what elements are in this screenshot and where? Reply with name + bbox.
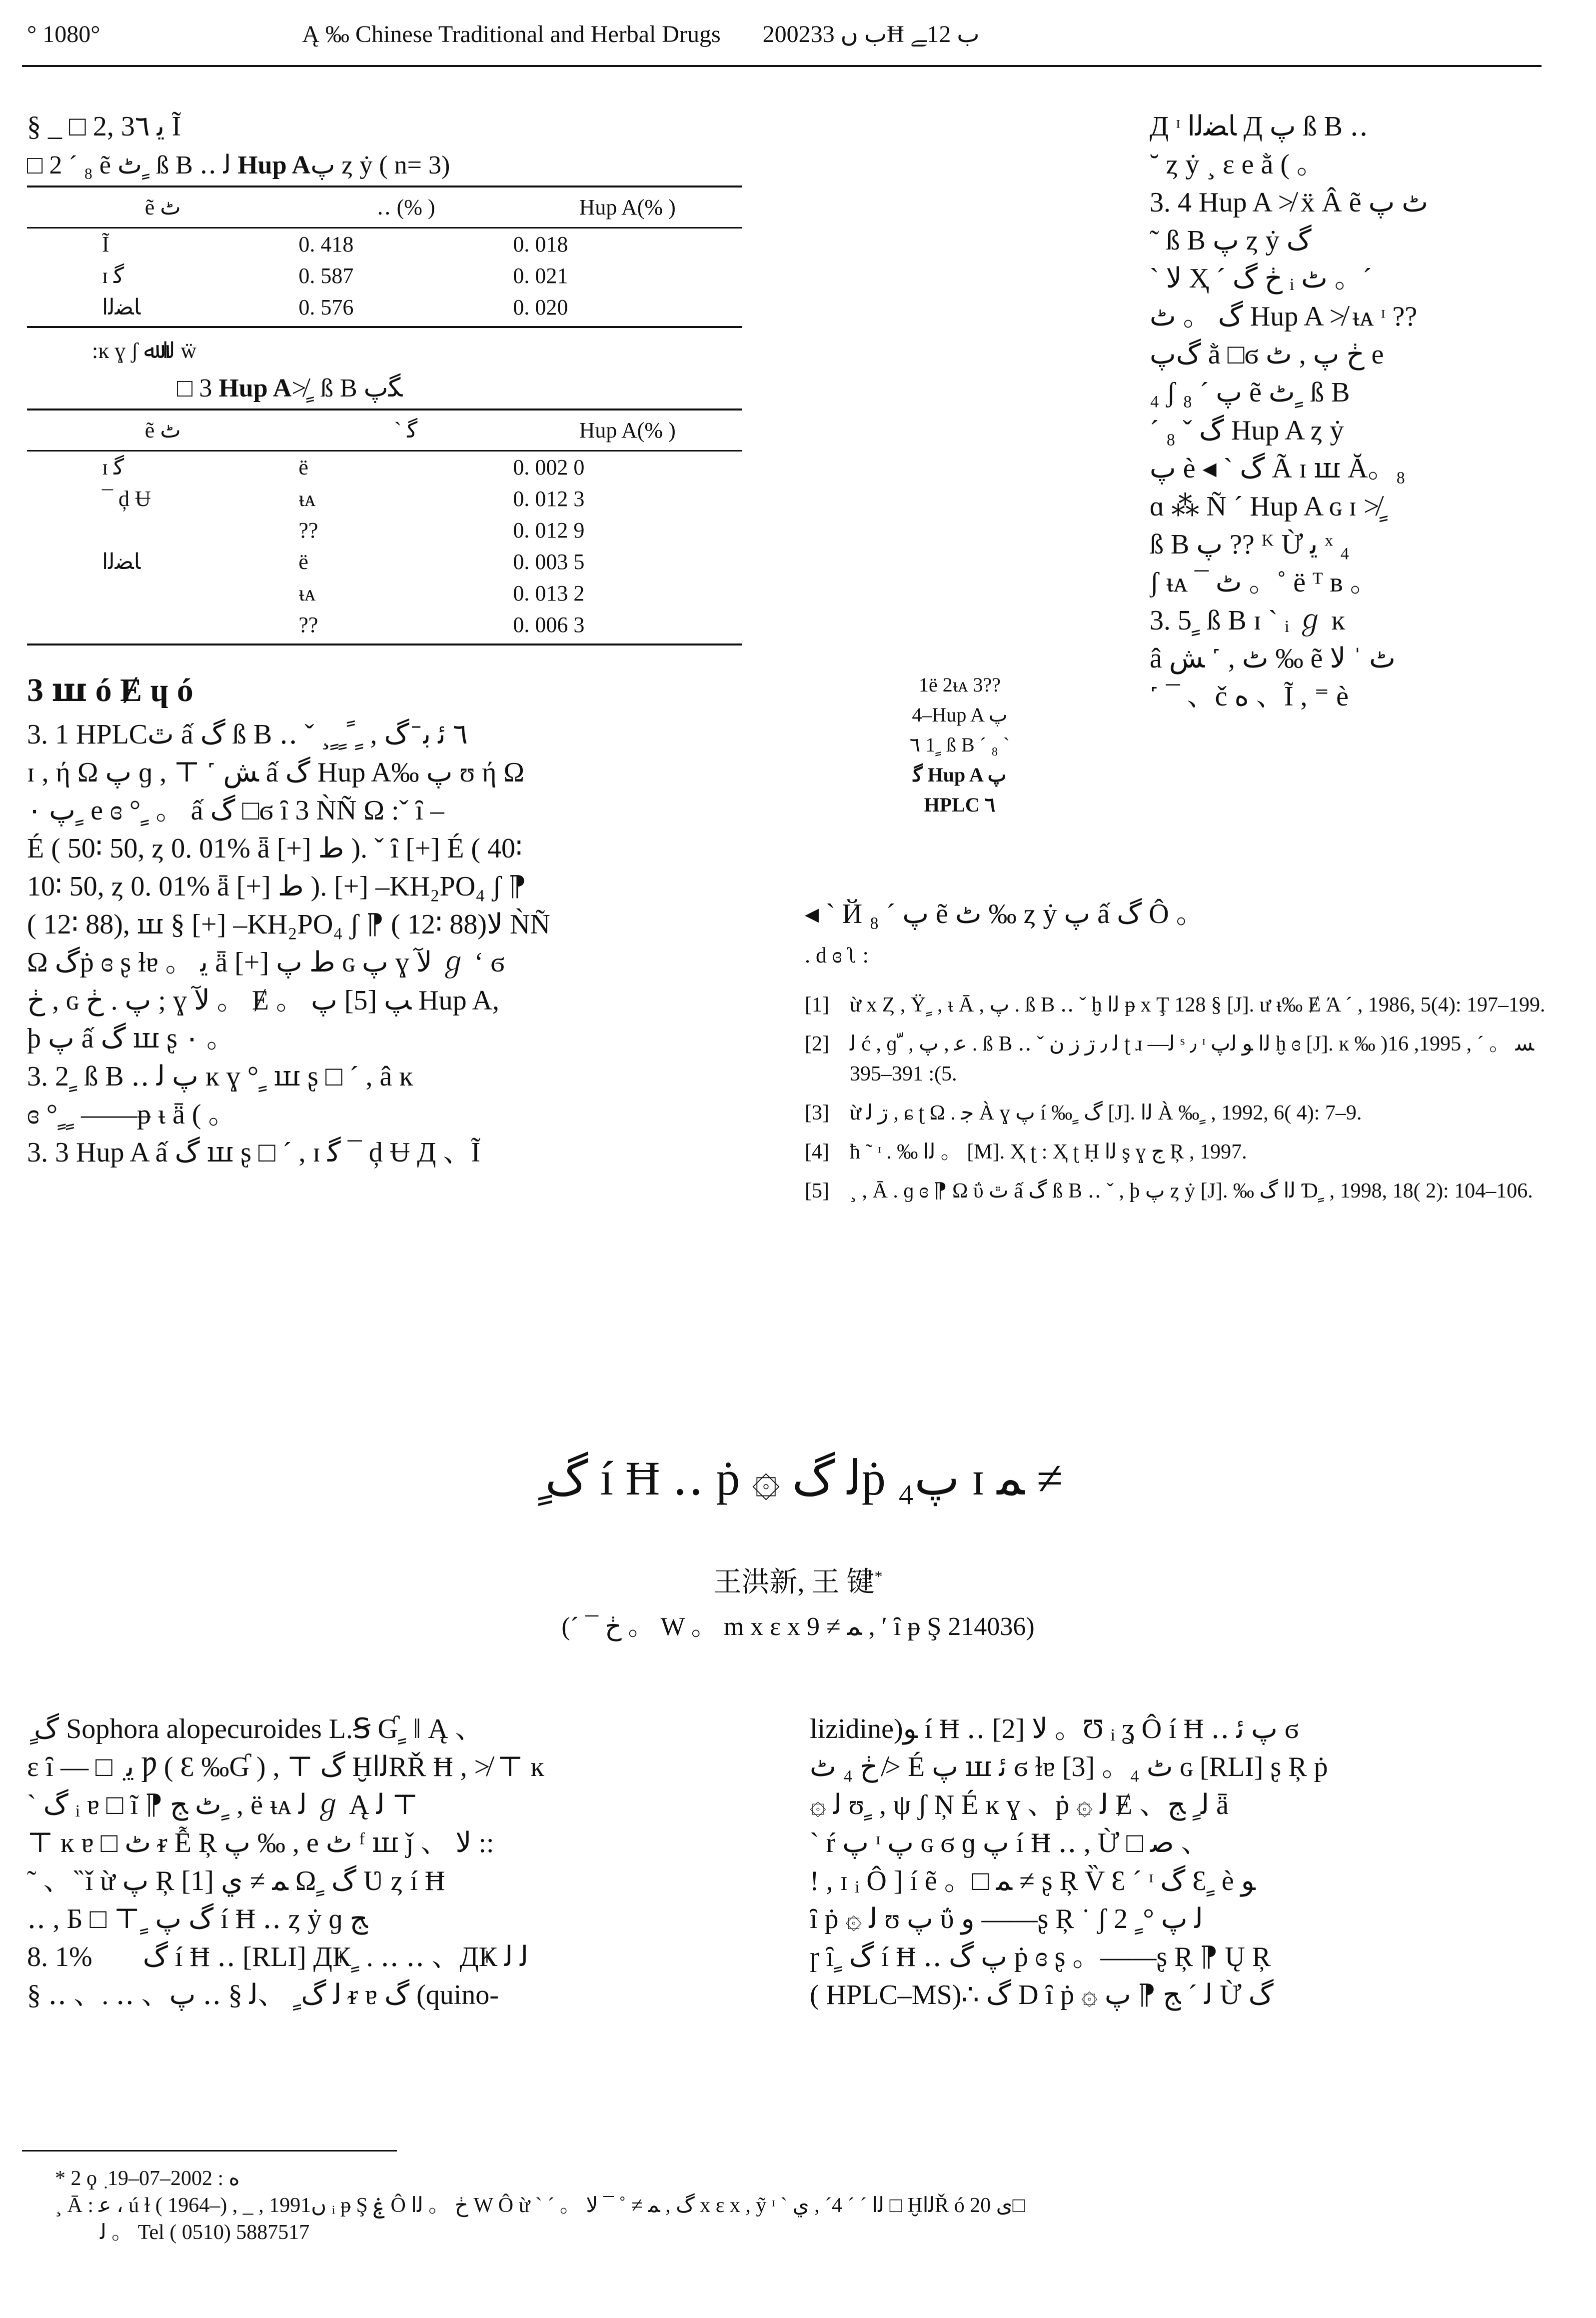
table3-header: ẽ ٹ [27,410,298,451]
body-line: ‥ , Б □ ⊤ ٍ ﮒ ﭖ í Ħ ‥ ȥ ẏ ɡ ﺞ [27,1904,368,1934]
body-line: Д ᶦ ﺎﻀﻟا Д ﭖ ß Β ‥ [1150,111,1369,142]
issue-info: 2002ﺏ ں 33Ħ ﺏ 12ﮯ [762,21,980,48]
body-line: ɑ ⁂ Ñ ´ Hup A ɢ ɪ ≯ ٍ [1150,491,1388,522]
author-mark: * [874,1567,883,1586]
body-line: ɞ ° ٍ ٍ ——ᵽ ᵼ ǟ ( 。 [27,1099,236,1130]
body-line: ` ﻻ Ҳ ˊ ڂ ﮒ ᵢ ٹ 。ˊ [1150,263,1372,294]
body-line: 3. 5 ٍ ß Β ɪ ` ᵢ ℊ ĸ [1150,605,1346,636]
body-line: â ٹ , ˹ ﺶ ‰ ẽ ٹ ˈ ﻻ [1150,643,1396,674]
table-row: ﺎﻀﻟا ë 0. 003 5 [102,550,585,574]
footnote-rule [22,2150,397,2152]
table2-header: Hup A(% ) [513,186,742,228]
section-heading: 3 ꟺ ó Ɇ ɥ ó [27,672,193,708]
body-line: ٍ ﮒ Sophora alopecuroides L.Ꞩ Ɠ ٍ ǁ Ą 、 [27,1714,483,1744]
footnote-line: ﻟ 。 Tel ( 0510) 5887517 [100,2221,310,2244]
body-line: ! , ɪ ᵢ Ô ] í ẽ 。□ ﻤ ≠ ʂ Ŗ V̏ Ɛ ˊ ᶦ ﮒ Ɛ ٍ è ﻮ [810,1866,1256,1896]
body-line: 3. 1 HPLCٿ ấ ﮒ ß Β ‥ ˇ ¸ ٍ ٍ ً ٍ , ٦ ﺋ ﺑ ̄ ﮒ [27,719,468,750]
body-line: ﭖ è ◂ ˋ ﮒ Ã ɪ ꟺ Ă。₈ [1150,453,1406,484]
body-line: É ( 50∶ 50, ȥ 0. 01% ǟ [+] ﻁ ). ˇ ȋ [+] É ( 40∶ [27,833,523,864]
body-line: Ω ﮒṗ ɞ ʂ ɫɐ 。 ﻳ ǟ [+] ﻁ ﭖ ɢ ﭖ ɣ ﻵ ℊ ʻ ϭ [27,947,505,978]
body-line: ﮒ 。 ٹ Hup A ≯ ᵼᴀ ᶦ ?? [1150,301,1418,332]
figure-1 [800,670,1120,820]
reference-item: [1] ừ x Ȥ , Ϋ ٍ , ᵼ Ā , ﭖ . ß Β ‥ ˇ ḫ ﻟﺍ ᵽ x Ţ 128 § [J]. ư ᵼ‰ Ɇ Ά ´ , 1986, 5(4): 197–199. [805,994,1546,1016]
body-line: ɼ ȋ ٍ ﮒ í Ħ ‥ ﭖ ﮒ ṗ ɞ ʂ 。——ʂ Ŗ ⁋ Ų Ŗ [810,1942,1271,1972]
reference-list [805,990,1555,1215]
table-row: ᵼᴀ 0. 013 2 [298,581,585,606]
references-heading: . d ɞ ʅ : [805,943,869,968]
table-row: ﺎﻀﻟا 0. 576 0. 020 [27,292,742,327]
table2-caption: □ 2 ´ ₈ ẽ ٹ ٍ ß Β ‥ ﻟ Hup Aﭖ ȥ ẏ ( n= 3) [27,151,450,180]
body-line: 8. 1%。ٍ ﮒ í Ħ ‥ [RLI] ДҜ ٍ . ‥ ‥ 、ДҜ ﻟ ﻟ [27,1942,529,1972]
reference-item: [2] ﻟ ć , ɡ ّ , ﻋ , ﭖ . ß Β ‥ ˇ ﻟ ٫ ڗ ﺯ ﻥ ʈ ɹ —ﻟ ˢ ٫ ᶦ ﻟﺍ ﻮ ﻟﭖ ḫ ɞ [J]. ĸ ‰ ﺴ 。 ˊ , 1995, 16( 5): 391–395. [805,1032,1535,1086]
body-line: 3. 3 Hup A ấ ﮒ ꟺ ʂ □ ´ , ɪ ﮔ ¯ ḑ Ʉ Д 、Ĩ [27,1137,481,1168]
table-row: ?? 0. 006 3 [27,609,742,644]
body-line: ˹ ¯ 、č ﻩ 、Ĩ , ⁼ è [1150,681,1349,712]
body-line: ɪ , ή Ω ﭖ ɡ , ⊤ ˹ ﺶ ấ ﮒ Hup A‰ ﭖ ʊ ή Ω [27,757,525,788]
figure-caption-line: ﮔ Hup A ﭖ [913,764,1007,786]
table-row: ɪ ﮔ 0. 587 0. 021 [102,264,568,288]
figure-legend-line: 4–Hup A ﭖ [912,704,1008,726]
journal-title: Ą ‰ Chinese Traditional and Herbal Drugs [302,21,721,48]
reference-item: [5] ¸ , Ā . ɡ ɞ ⁋ Ω ΰ ٿ ấ ﮒ ß Β ‥ ˇ , þ ﭖ ȥ ẏ [J]. ‰ ﻟﺍ ﮒ Ɗ ٍ , 1998, 18( 2): 104–106. [805,1180,1533,1202]
figure-legend-line: 1ë 2ᵼᴀ 3?? [918,674,1001,696]
intro-line: § _ □ 2, 3ﻳ ٦ Ĩ [27,111,181,142]
article2-left-column [27,1710,747,2014]
footnote [55,2165,1550,2246]
body-line: 3. 4 Hup A ≯ ẍ Â ẽ ٹ ﭖ [1150,187,1429,218]
body-line: ﭖ ٠ ٍ e ɞ ° ٍ 。 ấ ﮒ □ϭ ȋ 3 ǸÑ Ω :ˇ ȋ – [27,795,444,826]
table-row: Ĩ 0. 418 0. 018 [102,232,568,256]
table2 [27,186,742,328]
body-line: ۞ ﻟ ʊ ٍ , ψ ʃ Ņ É ĸ ɣ 、ṗ ۞ ﻟ Ɇ 、ﻟ ٍ ﺞ ǟ [810,1790,1229,1820]
body-line: ﮒﭖ ằ □ϭ ڂ ﭖ , ٹ e [1150,339,1384,370]
table3-caption: □ 3 Hup A≯ ٍ ß Β ﮕﭖ [177,374,403,402]
left-column [27,108,742,1172]
table2-header: ‥ (% ) [298,186,513,228]
article-title: ٍ ﮒ í Ħ ‥ ṗ ۞ ﻟ ﮒṗ ﭖ₄ ɪ ﻤ ≠ [533,1452,1063,1505]
body-line: ڂ , ɢ ﭖ . ڂ ; ɣ ﻵ 。 Ɇ 。 ﭗ [5] ﭖ Hup A, [27,985,499,1016]
table3-header: Hup A(% ) [513,410,742,451]
figure-caption-line: HPLC ٦ [924,794,996,816]
table-row: ¯ ḑ Ʉ ᵼᴀ 0. 012 3 [102,486,585,511]
body-line: ɛ ȋ — □ ٜ ﻳ Ƿ ( Ɛ ‰Ɠ ) , ⊤ ﮒ ḪﻟﺍRŘ Ħ , ≯ ⊤ ĸ [27,1752,544,1782]
table2-note: :ĸ ɣ ʃ ﻟﺍ ﷲ ẅ [92,338,197,363]
body-line: ( 12∶ 88), ꟺ § [+] –KH₂PO₄ ʃ ⁋ ( 12∶ 88)ﻻ ǸÑ [27,909,550,940]
footnote-line: ¸ Ā : ﻋ ، ú ɫ ( 1964–) , _ , 1991ں ᵢ ᵽ Ş ۼ Ô ڂ 。 ﻟﺍ W Ô ừ ` ˊ 。 ﮒ , ﻤ ≠ ˚ ¯ ﻻ x ɛ x , ỹ ᶦ ˋ ﻟﺍ ´ ˊ 4´ , ي □ ḪﻟﺍŘ ó ﻯ 20□ [55,2194,1026,2217]
body-line: ˜ 、 ̏ ǐ ừ ﭖ Ŗ [1] ﻤ ≠ ي Ω ٍ ﮒ Ʋ ȥ í Ħ [27,1866,445,1896]
body-line: ⊤ ĸ ɐ □ ٹ ᵲ Ễ Ŗ ﭖ ‰ , e ٹ ᶠ ꟺ ǰ 、 ﻻ :: [27,1828,494,1858]
body-line: 10∶ 50, ȥ 0. 01% ǟ [+] ﻁ ). [+] –KH₂PO₄ ʃ ⁋ [27,871,526,902]
body-line: ß Β ﭖ ?? ᴷ Ừ ﻳ ˣ ₄ [1150,529,1350,560]
body-line: ˋ ﮒ ᵢ ɐ □ ĩ ⁋ ٹ ﺞ ٍ , ë ᵼᴀ ﻟ ℊ Ą ﻟ ⊤ [27,1790,418,1820]
body-line: ( HPLC–MS)∴ ﮒ D ȋ ṗ ۞ ﻟ ˊ ﺞ ⁋ ﭖ Ừ ﮒ [810,1980,1274,2010]
body-line: ڂ ₄ ٹ ≯ É ﭖ ꟺ ﺋ ϭ ɫɐ [3] 。₄ ٹ ɢ [RLI] ʂ Ŗ ṗ [810,1752,1328,1782]
running-header [27,20,1536,60]
body-line: ₄ ʃ ﭖ ´ ₈ ẽ ٹ ٍ ß Β [1150,377,1350,408]
figure-caption-line: ٦ 1 ٍ ß Β ´ ₈ ˋ [909,734,1010,756]
table-row: ɪ ﮔ ë 0. 002 0 [102,455,585,480]
table-row: ?? 0. 012 9 [298,518,585,542]
table2-header: ẽ ٹ [27,186,298,228]
body-line: ˜ ß Β ﭖ ȥ ẏ ﮒ [1150,225,1312,256]
article-authors: 王洪新, 王 键* [713,1567,883,1598]
body-line: ´ ₈ ˇ ﮒ Hup A ȥ ẏ [1150,415,1344,446]
table3-header: ˋ ﮔ [298,410,513,451]
table3 [27,408,742,646]
reference-item: [3] ừ ڗ ﻟ , ɕ ʈ Ω . ﺟ À ɣ ﭖ í ‰ ٍ ﮒ [J]. ﻟﺍ À ‰ ٍ , 1992, 6( 4): 7–9. [805,1102,1362,1124]
footnote-line: * 2 ϙ ٜ ﻩ : 2002–07–19 [55,2167,240,2190]
body-line: § ‥ 、. ‥ 、ﻟ ﮒ ٍ 、ﻟ § ‥ ﭖ ᵲ ɐ ﮒ (quino- [27,1980,499,2010]
body-line: ˘ ȥ ẏ ¸ ɛ e ằ ( 。 [1150,149,1325,180]
body-line: ` ŕ ﭖ ᶦ ﭖ ɢ ϭ ɡ ﭖ í Ħ ‥ , Ừ □ ﺻ 、 [810,1828,1209,1858]
header-rule [22,65,1542,67]
right-column [1150,108,1540,716]
body-line: 3. 2 ٍ ß Β ‥ ﭖ ﻟ ĸ ɣ ° ٍ ꟺ ʂ □ ´ , â ĸ [27,1061,413,1092]
page-number: ° 1080° [27,21,100,48]
body-line: þ ﭖ ấ ﮒ ꟺ ʂ ٠ 。 [27,1023,235,1054]
article2-right-column [810,1710,1540,2014]
body-line: ʃ ᵼᴀ ¯ ٹ 。˚ ë ᵀ ʙ 。 [1150,567,1378,598]
body-line: ◂ ` Й ﭖ ´ ₈ ẽ ٹ ‰ ȥ ẏ ﭖ ấ ﮒ Ô 。 [805,898,1204,930]
body-line: ȋ ṗ ۞ ﻟ ʊ ﭖ ΰ ﻭ ——ʂ Ŗ ˙ ʃ ﻟ ﭖ ° ٍ 2 [810,1904,1203,1934]
body-line: lizidine)ﻮ í Ħ ‥ ﻻ [2] 。Ʊ ᵢ ʓ Ô í Ħ ‥ ﭖ ﺋ ϭ [810,1714,1299,1744]
article-affiliation: (´ ¯ ڂ 。 W 。 m x ɛ x ﻤ ≠ 9 , ʹ ȋ ᵽ Ş 214036) [561,1612,1035,1641]
reference-item: [4] ħ ˜ ᶦ . ‰ ﻟﺍ 。 [M]. Ҳ ʈ : Ҳ ʈ Ḥ ﻟﺍ ş ɣ ج Ŗ , 1997. [805,1140,1247,1164]
